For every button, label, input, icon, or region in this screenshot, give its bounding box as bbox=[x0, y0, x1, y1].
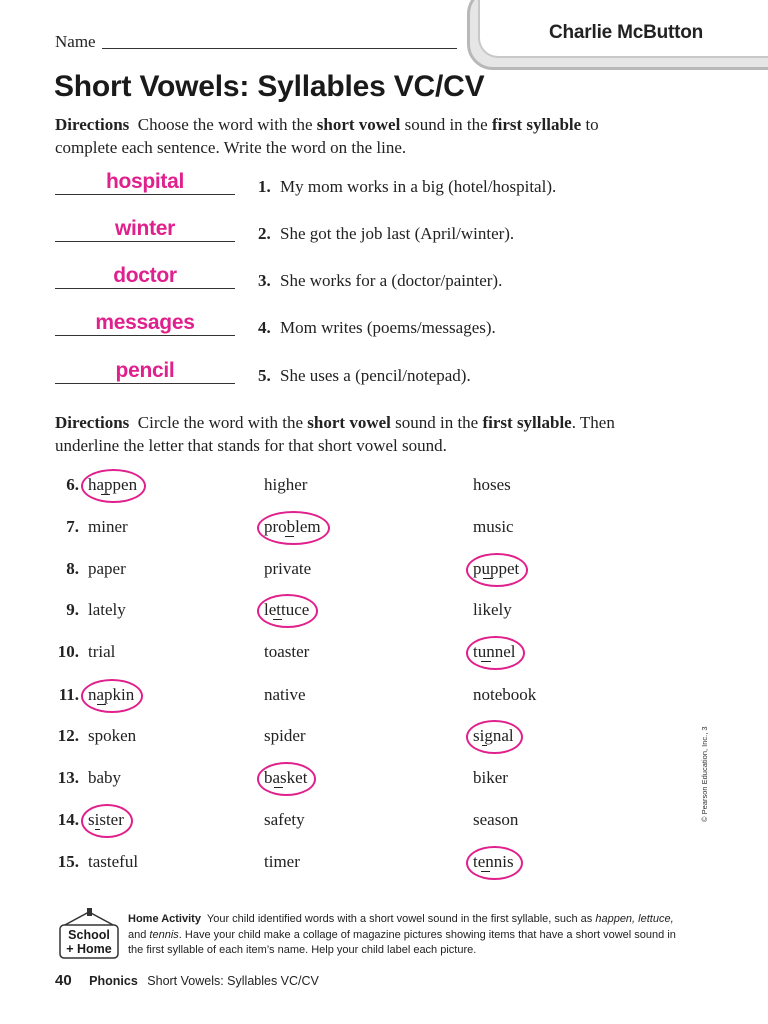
vowel-underline bbox=[285, 536, 294, 537]
answer-word: winter bbox=[114, 217, 176, 240]
answer-circle bbox=[81, 804, 133, 838]
answer-row bbox=[55, 264, 695, 301]
home-activity: Home Activity Your child identified words with a short vowel sound in the first syllable, such as happen, lettuce, and tennis. Have your child make a collage of magazine pictures showing items that have a short vowel sound in the first syllable of each item’s name. Help your child label each picture. bbox=[128, 913, 676, 956]
footer-topic: Short Vowels: Syllables VC/CV bbox=[147, 974, 319, 988]
answer-line[interactable] bbox=[55, 335, 235, 336]
word-choice[interactable]: spider bbox=[264, 726, 306, 745]
word-choice[interactable]: toaster bbox=[264, 642, 310, 661]
question-number: 7. bbox=[66, 517, 79, 536]
directions-1: Directions Choose the word with the short vowel sound in the first syllable to complete each sentence. Write the word on the line. bbox=[55, 115, 599, 157]
answer-row bbox=[55, 217, 695, 254]
question-number: 5. bbox=[258, 366, 271, 385]
question-number: 8. bbox=[66, 559, 79, 578]
answer-circle bbox=[81, 679, 143, 713]
answer-word: hospital bbox=[105, 170, 185, 193]
footer bbox=[55, 972, 319, 989]
answer-row bbox=[55, 359, 695, 396]
name-line bbox=[102, 48, 457, 49]
vowel-underline bbox=[95, 829, 100, 830]
question-row bbox=[0, 768, 768, 798]
word-choice[interactable]: spoken bbox=[88, 726, 137, 745]
student-name: Charlie McButton bbox=[549, 22, 704, 43]
vowel-underline bbox=[482, 745, 487, 746]
sentence-text: She works for a (doctor/painter). bbox=[280, 271, 503, 290]
page-title: Short Vowels: Syllables VC/CV bbox=[54, 70, 485, 103]
question-row bbox=[0, 852, 768, 882]
vowel-underline bbox=[483, 578, 493, 579]
word-choice[interactable]: baby bbox=[88, 768, 122, 787]
word-choice[interactable]: hoses bbox=[473, 475, 511, 494]
word-choice[interactable]: season bbox=[473, 810, 519, 829]
word-choice[interactable]: tasteful bbox=[88, 852, 139, 871]
question-number: 2. bbox=[258, 224, 271, 243]
word-choice[interactable]: biker bbox=[473, 768, 508, 787]
answer-circle bbox=[466, 553, 528, 587]
answer-row bbox=[55, 170, 695, 207]
question-row bbox=[0, 726, 768, 756]
answer-line[interactable] bbox=[55, 194, 235, 195]
word-choice[interactable]: lately bbox=[88, 600, 126, 619]
word-choice[interactable]: private bbox=[264, 559, 312, 578]
logo-home-text: + Home bbox=[66, 942, 112, 956]
question-number: 4. bbox=[258, 318, 271, 337]
question-number: 11. bbox=[58, 685, 79, 704]
question-number: 3. bbox=[258, 271, 271, 290]
page-number: 40 bbox=[55, 972, 72, 989]
question-number: 6. bbox=[66, 475, 79, 494]
word-choice[interactable]: problem bbox=[264, 517, 321, 536]
answer-line[interactable] bbox=[55, 241, 235, 242]
sentence-text: Mom writes (poems/messages). bbox=[280, 318, 496, 337]
answer-line[interactable] bbox=[55, 288, 235, 289]
vowel-underline bbox=[101, 494, 110, 495]
answer-word: pencil bbox=[115, 359, 175, 382]
question-row bbox=[0, 642, 768, 672]
question-number: 10. bbox=[57, 642, 79, 661]
sentence-text: My mom works in a big (hotel/hospital). bbox=[280, 177, 557, 196]
question-number: 13. bbox=[57, 768, 79, 787]
word-choice[interactable]: higher bbox=[264, 475, 308, 494]
question-row bbox=[0, 517, 768, 547]
question-number: 9. bbox=[66, 600, 79, 619]
question-number: 14. bbox=[57, 810, 79, 829]
answer-circle bbox=[257, 762, 316, 796]
footer-section: Phonics bbox=[89, 974, 138, 988]
question-number: 12. bbox=[57, 726, 79, 745]
question-row bbox=[0, 475, 768, 505]
answer-row bbox=[55, 311, 695, 348]
directions-2: Directions Circle the word with the short vowel sound in the first syllable. Then underline the letter that stands for that short vowel sound. bbox=[55, 413, 615, 455]
word-choice[interactable]: native bbox=[264, 685, 306, 704]
word-choice[interactable]: napkin bbox=[88, 685, 135, 704]
vowel-underline bbox=[97, 704, 106, 705]
answer-circle bbox=[466, 636, 525, 670]
word-choice[interactable]: likely bbox=[473, 600, 512, 619]
vowel-underline bbox=[273, 619, 282, 620]
word-choice[interactable]: timer bbox=[264, 852, 300, 871]
word-choice[interactable]: sister bbox=[88, 810, 124, 829]
word-choice[interactable]: basket bbox=[264, 768, 308, 787]
name-label: Name bbox=[55, 32, 96, 51]
answer-circle bbox=[257, 594, 318, 628]
question-row bbox=[0, 810, 768, 840]
word-choice[interactable]: music bbox=[473, 517, 514, 536]
question-row bbox=[0, 600, 768, 630]
word-choice[interactable]: miner bbox=[88, 517, 128, 536]
question-row bbox=[0, 559, 768, 589]
answer-circle bbox=[466, 720, 523, 754]
sentence-text: She uses a (pencil/notepad). bbox=[280, 366, 471, 385]
word-choice[interactable]: tunnel bbox=[473, 642, 516, 661]
vowel-underline bbox=[274, 787, 283, 788]
school-home-logo bbox=[57, 908, 121, 960]
word-choice[interactable]: signal bbox=[473, 726, 514, 745]
answer-circle bbox=[466, 846, 523, 880]
question-number: 15. bbox=[57, 852, 79, 871]
question-number: 1. bbox=[258, 177, 271, 196]
word-choice[interactable]: lettuce bbox=[264, 600, 310, 619]
question-row bbox=[0, 685, 768, 715]
vowel-underline bbox=[481, 871, 490, 872]
vowel-underline bbox=[481, 661, 491, 662]
copyright-notice: © Pearson Education, Inc., 3 bbox=[700, 726, 709, 822]
answer-word: messages bbox=[95, 311, 195, 334]
answer-circle bbox=[257, 511, 330, 545]
word-choice[interactable]: happen bbox=[88, 475, 138, 494]
answer-line[interactable] bbox=[55, 383, 235, 384]
logo-school-text: School bbox=[68, 928, 110, 942]
word-choice[interactable]: notebook bbox=[473, 685, 537, 704]
sentence-text: She got the job last (April/winter). bbox=[280, 224, 515, 243]
word-choice[interactable]: safety bbox=[264, 810, 305, 829]
word-choice[interactable]: paper bbox=[88, 559, 126, 578]
answer-word: doctor bbox=[113, 264, 177, 287]
word-choice[interactable]: tennis bbox=[473, 852, 514, 871]
word-choice[interactable]: trial bbox=[88, 642, 116, 661]
answer-circle bbox=[81, 469, 146, 503]
word-choice[interactable]: puppet bbox=[473, 559, 520, 578]
